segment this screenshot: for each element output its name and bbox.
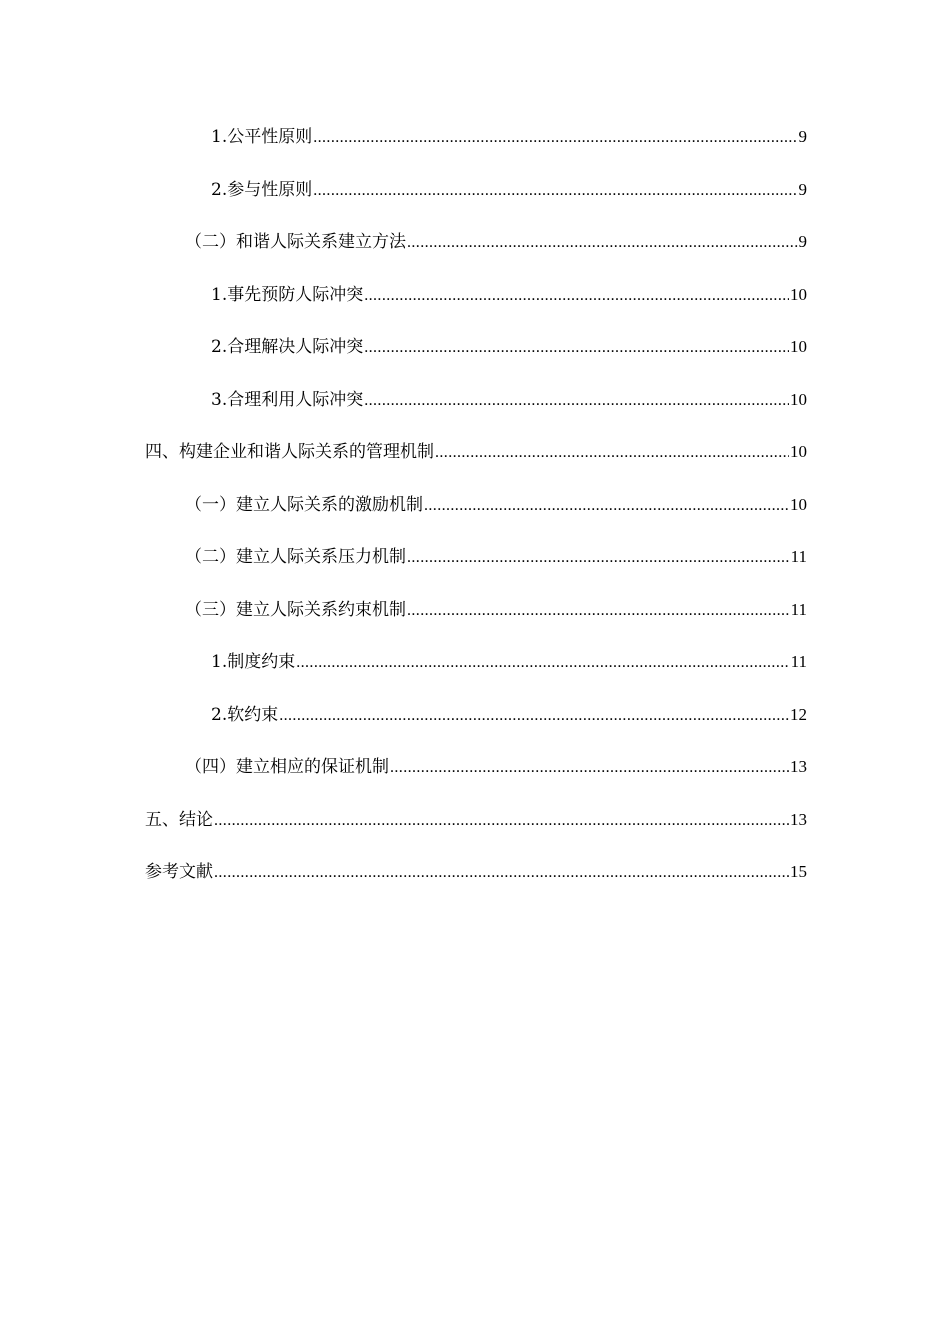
toc-leader-dots xyxy=(364,388,789,414)
toc-leader-dots xyxy=(214,860,789,886)
toc-leader-dots xyxy=(364,335,789,361)
toc-leader-dots xyxy=(390,755,789,781)
toc-leader-dots xyxy=(407,545,790,571)
toc-entry[interactable] xyxy=(185,229,807,255)
toc-entry-page-number: 11 xyxy=(790,599,807,619)
toc-entry[interactable] xyxy=(211,334,807,360)
toc-leader-dots xyxy=(407,598,790,624)
toc-entry-page-number: 9 xyxy=(798,179,807,199)
toc-entry-page-number: 10 xyxy=(790,337,807,356)
toc-entry-title: （一）建立人际关系的激励机制 xyxy=(185,494,423,515)
toc-entry-page-number: 13 xyxy=(790,809,807,829)
toc-entry[interactable] xyxy=(211,177,807,203)
toc-entry-page-number: 9 xyxy=(798,232,807,251)
toc-leader-dots xyxy=(407,230,798,256)
toc-leader-dots xyxy=(296,650,789,676)
toc-entry-page-number: 10 xyxy=(790,442,807,461)
toc-entry[interactable] xyxy=(185,597,807,623)
toc-entry[interactable] xyxy=(211,649,807,675)
toc-entry-title: 2.软约束 xyxy=(211,704,279,725)
toc-leader-dots xyxy=(364,283,789,309)
toc-entry-page-number: 11 xyxy=(790,652,807,671)
toc-entry-title: 2.参与性原则 xyxy=(211,179,313,200)
toc-entry[interactable] xyxy=(145,807,807,833)
toc-entry-title: 3.合理利用人际冲突 xyxy=(211,389,364,410)
toc-entry-page-number: 13 xyxy=(790,757,807,776)
toc-entry-title: 1.制度约束 xyxy=(211,652,296,672)
toc-entry-title: （二）建立人际关系压力机制 xyxy=(185,547,406,567)
toc-entry[interactable] xyxy=(185,544,807,570)
toc-entry[interactable] xyxy=(211,702,807,728)
toc-leader-dots xyxy=(214,808,789,834)
toc-entry[interactable] xyxy=(185,492,807,518)
toc-entry-page-number: 11 xyxy=(790,547,807,566)
toc-entry-title: 四、构建企业和谐人际关系的管理机制 xyxy=(145,442,434,462)
toc-leader-dots xyxy=(424,493,789,519)
toc-entry[interactable] xyxy=(145,439,807,465)
toc-entry-title: 2.合理解决人际冲突 xyxy=(211,337,364,357)
toc-entry-title: 参考文献 xyxy=(145,862,213,882)
toc-entry-title: 五、结论 xyxy=(145,809,213,830)
toc-leader-dots xyxy=(313,125,797,151)
toc-entry-page-number: 10 xyxy=(790,389,807,409)
toc-entry-page-number: 10 xyxy=(790,494,807,514)
toc-entry-title: （二）和谐人际关系建立方法 xyxy=(185,232,406,252)
toc-entry-title: （三）建立人际关系约束机制 xyxy=(185,599,406,620)
toc-leader-dots xyxy=(313,178,797,204)
toc-entry[interactable] xyxy=(145,859,807,885)
toc-entry-page-number: 10 xyxy=(790,284,807,304)
toc-leader-dots xyxy=(279,703,789,729)
toc-leader-dots xyxy=(435,440,789,466)
toc-entry[interactable] xyxy=(211,387,807,413)
toc-entry-title: 1.事先预防人际冲突 xyxy=(211,284,364,305)
toc-entry-title: 1.公平性原则 xyxy=(211,127,313,147)
toc-entry-page-number: 15 xyxy=(790,862,807,881)
toc-entry-page-number: 9 xyxy=(798,127,807,146)
toc-entry[interactable] xyxy=(211,282,807,308)
toc-entry[interactable] xyxy=(211,124,807,150)
toc-entry-page-number: 12 xyxy=(790,704,807,724)
toc-entry-title: （四）建立相应的保证机制 xyxy=(185,757,389,777)
toc-entry[interactable] xyxy=(185,754,807,780)
